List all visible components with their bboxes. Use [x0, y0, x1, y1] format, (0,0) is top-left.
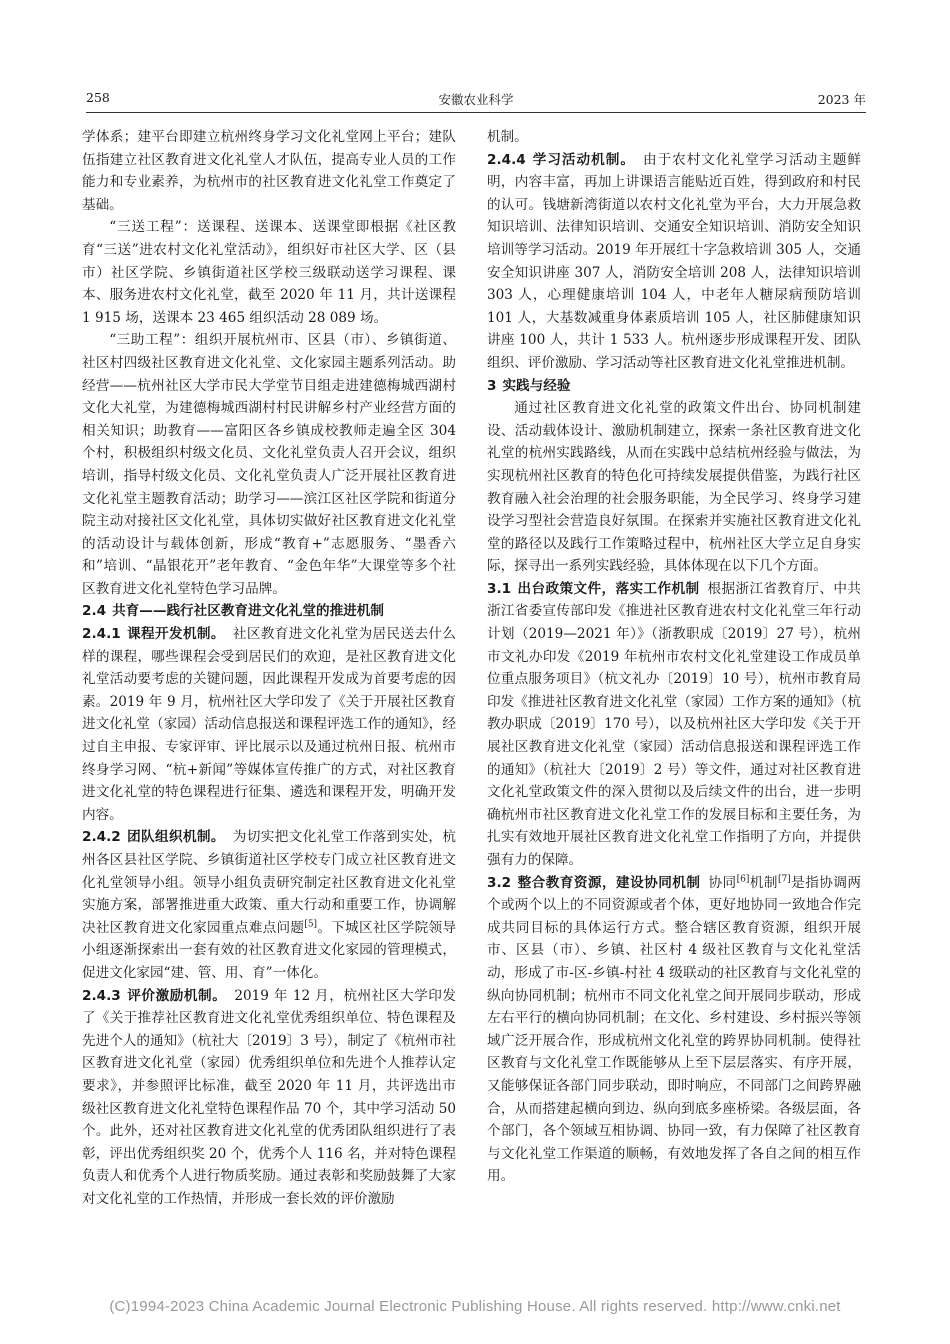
subsection-title: 学习活动机制。	[531, 151, 635, 168]
section-heading	[487, 375, 861, 398]
subsection-title: 课程开发机制。	[126, 626, 225, 643]
paragraph-text: 。下城区社区学院领导小组逐渐探索出一套有效的社区教育进文化家园的管理模式，促进文化家园“建、管、用、育”一体化。	[82, 919, 457, 981]
subsection	[487, 149, 861, 375]
paragraph-text: 机制	[749, 874, 778, 891]
paragraph: “三助工程”：组织开展杭州市、区县（市）、乡镇街道、社区村四级社区教育进文化礼堂、文化家园主题系列活动。助经营——杭州社区大学市民大学堂节目组走进建德梅城西湖村文化大礼堂，为建德梅城西湖村村民讲解乡村产业经营方面的相关知识；助教育——富阳区各乡镇成校教师走遍全区 304 个村，积极组织村级文化员、文化礼堂负责人召开会议，组织培训，指导村级文化员、文化礼堂负责人广泛开展社区教育进文化礼堂主题教育活动；助学习——滨江区社区学院和街道分院主动对接社区文化礼堂，具体切实做好社区教育进文化礼堂的活动设计与载体创新，形成“教育+”志愿服务、“墨香六和”培训、“晶银花开”老年教育、“金色年华”大课堂等多个社区教育进文化礼堂特色学习品牌。	[82, 332, 456, 597]
paragraph: 机制。	[487, 129, 528, 145]
right-column	[487, 126, 861, 1188]
paragraph-text: 社区教育进文化礼堂为居民送去什么样的课程，哪些课程会受到居民们的欢迎，是社区教育进文化礼堂活动要考虑的关键问题，因此课程开发成为首要考虑的因素。2019 年 9 月，杭州社区大学印发了《关于开展社区教育进文化礼堂（家园）活动信息报送和课程评选工作的通知》，经过自主申报、专家评审、评比展示以及通过杭州日报、杭州市终身学习网、“杭+新闻”等媒体宣传推广的方式，对社区教育进文化礼堂的特色课程进行征集、遴选和课程开发，明确开发内容。	[82, 626, 456, 823]
citation-ref: [6]	[736, 874, 750, 885]
left-column	[82, 126, 456, 1211]
subsection-number: 3.2	[487, 874, 512, 891]
citation-ref: [5]	[304, 919, 318, 930]
paragraph-text: 协同	[708, 874, 737, 891]
section-number: 2.4	[82, 603, 107, 620]
section-title: 实践与经验	[502, 377, 571, 394]
subsection-number: 2.4.2	[82, 829, 121, 846]
page-number: 258	[86, 90, 110, 105]
subsection-title: 团队组织机制。	[126, 829, 225, 846]
paragraph: 通过社区教育进文化礼堂的政策文件出台、协同机制建设、活动载体设计、激励机制建立，探索一条社区教育进文化礼堂的杭州实践路线，从而在实践中总结杭州经验与做法，为实现杭州社区教育的特色化可持续发展提供借鉴，为践行社区教育融入社会治理的社会服务职能，为全民学习、终身学习建设学习型社会营造良好氛围。在探索并实施社区教育进文化礼堂的路径以及践行工作策略过程中，杭州社区大学立足自身实际，探寻出一系列实践经验，具体体现在以下几个方面。	[487, 400, 861, 575]
subsection	[82, 623, 456, 826]
copyright-footer: (C)1994-2023 China Academic Journal Electronic Publishing House. All rights reserved. http://www.cnki.net	[109, 1298, 841, 1315]
running-header	[86, 90, 866, 113]
section-heading	[82, 600, 456, 623]
section-title: 共育——践行社区教育进文化礼堂的推进机制	[112, 603, 384, 620]
journal-title: 安徽农业科学	[438, 92, 514, 107]
paragraph-text: 根据浙江省教育厅、中共浙江省委宣传部印发《推进社区教育进农村文化礼堂三年行动计划（2019—2021 年）》（浙教职成〔2019〕27 号），杭州市文礼办印发《2019 年杭州市农村文化礼堂建设工作成员单位重点服务项目》（杭文礼办〔2019〕10 号），杭州市教育局印发《推进社区教育进文化礼堂（家园）工作方案的通知》（杭教办职成〔2019〕170 号），以及杭州社区大学印发《关于开展社区教育进文化礼堂（家园）活动信息报送和课程评选工作的通知》（杭社大〔2019〕2 号）等文件，通过对社区教育进文化礼堂政策文件的深入贯彻以及后续文件的出台，进一步明确杭州市社区教育进文化礼堂工作的发展目标和主要任务，为扎实有效地开展社区教育进文化礼堂工作指明了方向，并提供强有力的保障。	[487, 580, 862, 868]
subsection	[82, 826, 456, 984]
paragraph-text: 由于农村文化礼堂学习活动主题鲜明，内容丰富，再加上讲课语言能贴近百姓，得到政府和村民的认可。钱塘新湾街道以农村文化礼堂为平台，大力开展急救知识培训、法律知识培训、交通安全知识培训、消防安全知识培训等学习活动。2019 年开展红十字急救培训 305 人，交通安全知识讲座 307 人，消防安全培训 208 人，法律知识培训 303 人，心理健康培训 104 人，中老年人糖尿病预防培训 101 人，大基数减重身体素质培训 105 人，社区肺健康知识讲座 100 人，共计 1 533 人。杭州逐步形成课程开发、团队组织、评价激励、学习活动等社区教育进文化礼堂推进机制。	[487, 151, 862, 371]
subsection	[487, 578, 861, 872]
citation-ref: [7]	[777, 874, 791, 885]
paragraph-text: 为切实把文化礼堂工作落到实处，杭州各区县社区学院、乡镇街道社区学校专门成立社区教育进文化礼堂领导小组。领导小组负责研究制定社区教育进文化礼堂实施方案，部署推进重大政策、重大行动和重要工作，协调解决社区教育进文化家园重点难点问题	[82, 829, 456, 936]
paragraph: 学体系；建平台即建立杭州终身学习文化礼堂网上平台；建队伍指建立社区教育进文化礼堂人才队伍，提高专业人员的工作能力和专业素养，为杭州市的社区教育进文化礼堂工作奠定了基础。	[82, 129, 456, 213]
subsection-title: 评价激励机制。	[126, 987, 227, 1004]
subsection-number: 2.4.1	[82, 626, 121, 643]
subsection	[82, 985, 456, 1211]
paragraph-text: 2019 年 12 月，杭州社区大学印发了《关于推荐社区教育进文化礼堂优秀组织单位、特色课程及先进个人的通知》（杭社大〔2019〕3 号），制定了《杭州市社区教育进文化礼堂（家园）优秀组织单位和先进个人推荐认定要求》，并参照评比标准，截至 2020 年 11 月，共评选出市级社区教育进文化礼堂特色课程作品 70 个，其中学习活动 50 个。此外，还对社区教育进文化礼堂的优秀团队组织进行了表彰，评出优秀组织奖 20 个，优秀个人 116 名，并对特色课程负责人和优秀个人进行物质奖励。通过表彰和奖励鼓舞了大家对文化礼堂的工作热情，并形成一套长效的评价激励	[82, 987, 457, 1207]
paragraph: “三送工程”：送课程、送课本、送课堂即根据《社区教育“三送”进农村文化礼堂活动》，组织好市社区大学、区（县市）社区学院、乡镇街道社区学校三级联动送学习课程、课本、服务进农村文化礼堂，截至 2020 年 11 月，共计送课程 1 915 场，送课本 23 465 组织活动 28 089 场。	[82, 219, 456, 326]
subsection-number: 2.4.4	[487, 151, 526, 168]
subsection	[487, 872, 861, 1188]
section-number: 3	[487, 377, 497, 394]
subsection-title: 出台政策文件，落实工作机制	[517, 580, 700, 597]
paragraph-text: 是指协调两个或两个以上的不同资源或者个体，更好地协同一致地合作完成共同目标的具体运行方式。整合辖区教育资源，组织开展市、区县（市）、乡镇、社区村 4 级社区教育与文化礼堂活动，形成了市-区-乡镇-村社 4 级联动的社区教育与文化礼堂的纵向协同机制；杭州市不同文化礼堂之间开展同步联动，形成左右平行的横向协同机制；在文化、乡村建设、乡村振兴等领域广泛开展合作，形成杭州文化礼堂的跨界协同机制。使得社区教育与文化礼堂工作既能够从上至下层层落实、有序开展，又能够保证各部门同步联动，即时响应，不同部门之间跨界融合，从而搭建起横向到边、纵向到底多座桥梁。各级层面，各个部门，各个领域互相协调、协同一致，有力保障了社区教育与文化礼堂工作渠道的顺畅，有效地发挥了各自之间的相互作用。	[487, 874, 862, 1185]
publication-year: 2023 年	[817, 92, 866, 107]
subsection-number: 2.4.3	[82, 987, 121, 1004]
subsection-title: 整合教育资源，建设协同机制	[517, 874, 701, 891]
subsection-number: 3.1	[487, 580, 512, 597]
